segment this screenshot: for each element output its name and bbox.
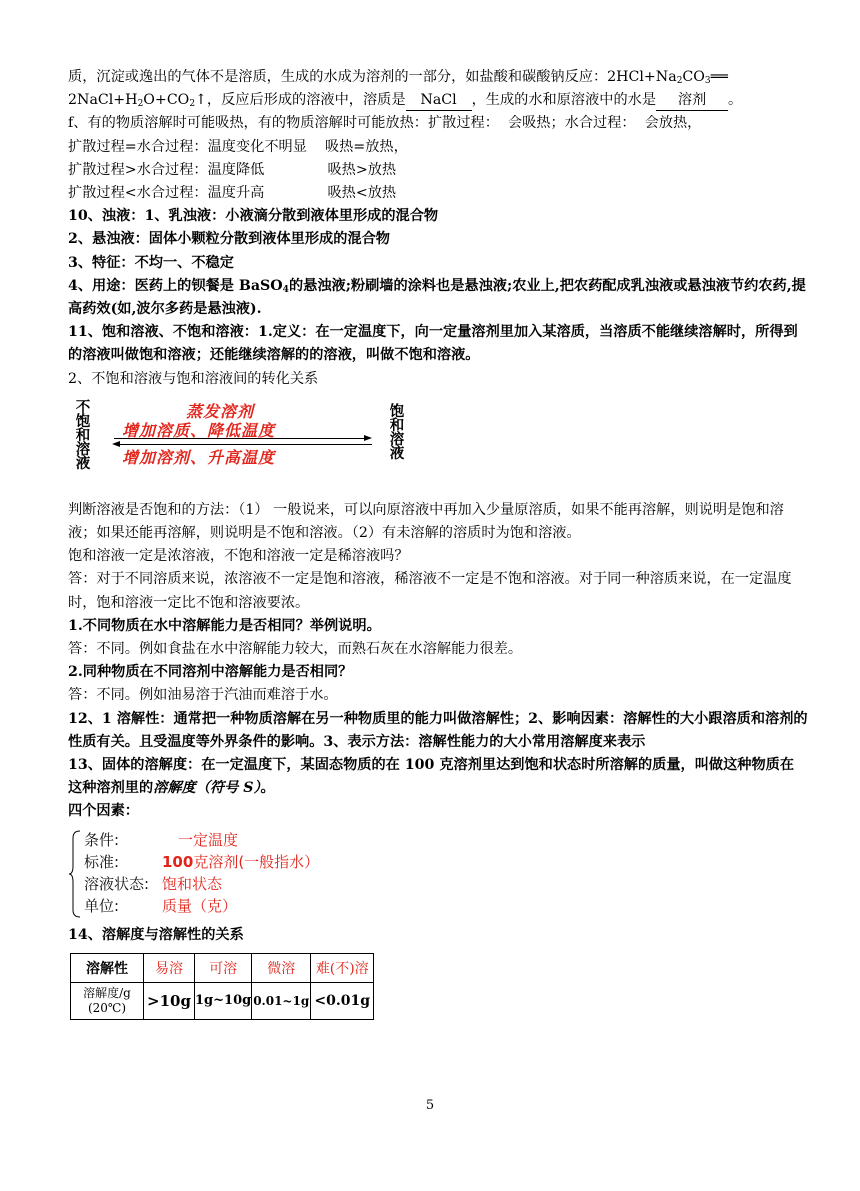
- factor-condition: 条件: 一定温度: [84, 830, 239, 849]
- header-soluble: 可溶: [195, 953, 252, 982]
- forward-arrow-line: [114, 438, 366, 439]
- section-10-item-3: 3、特征：不均一、不稳定: [68, 254, 234, 271]
- line-heat-equal: 扩散过程=水合过程：温度变化不明显 吸热=放热，: [68, 138, 408, 155]
- section-12: 12、1 溶解性：通常把一种物质溶解在另一种物质里的能力叫做溶解性；2、影响因素：溶解性的大小跟溶质和溶剂的性质有关。且受温度等外界条件的影响。3、表示方法：溶解性能力的大小常用溶解度来表示: [68, 710, 808, 750]
- line-solute-answer: $2NaCl+H_2O+CO_2↑$，反应后形成的溶液中，溶质是 NaCl ，生成的水和原溶液中的水是 溶剂 。: [68, 92, 743, 110]
- conversion-diagram: [68, 399, 808, 472]
- factors-brace-block: [68, 830, 808, 920]
- add-solvent-heat-text: 增加溶剂、升高温度: [122, 447, 276, 467]
- section-10-item-4: 4、用途：医药上的钡餐是 BaSO$_4$的悬浊液;粉刷墙的涂料也是悬浊液;农业上,把农药配成乳浊液或悬浊液节约农药,提高药效(如,波尔多药是悬浊液).: [68, 277, 806, 318]
- unsaturated-label: 不 饱 和 溶 液: [75, 399, 91, 472]
- forward-arrow-head-icon: [364, 435, 372, 441]
- section-11-item-2: 2、不饱和溶液与饱和溶液间的转化关系: [68, 370, 319, 387]
- line-chemical-reaction: 质，沉淀或逸出的气体不是溶质，生成的水成为溶剂的一部分，如盐酸和碳酸钠反应：$2HCl+Na_2CO_3══$: [68, 69, 728, 86]
- question-2: 2.同种物质在不同溶剂中溶解能力是否相同？: [68, 664, 353, 681]
- factor-state: 溶液状态: 饱和状态: [84, 874, 223, 893]
- add-solute-cool-text: 增加溶质、降低温度: [122, 420, 276, 440]
- header-insoluble: 难(不)溶: [311, 953, 374, 982]
- section-13: 13、固体的溶解度：在一定温度下，某固态物质的在 100 克溶剂里达到饱和状态时所溶解的质量，叫做这种物质在这种溶剂里的溶解度（符号 S）。: [68, 757, 795, 797]
- value-insoluble: <0.01g: [311, 982, 374, 1019]
- header-solubility: 溶解性: [71, 953, 144, 982]
- four-factors-label: 四个因素：: [68, 803, 139, 820]
- answer-2: 答：不同。例如油易溶于汽油而难溶于水。: [68, 687, 338, 704]
- table-value-row: [71, 982, 374, 1019]
- section-10-item-2: 2、悬浊液：固体小颗粒分散到液体里形成的混合物: [68, 231, 390, 248]
- value-soluble: 1g~10g: [195, 982, 252, 1019]
- table-header-row: [71, 953, 374, 982]
- section-10-heading: 10、浊液：1、乳浊液：小液滴分散到液体里形成的混合物: [68, 208, 439, 225]
- document-page: [68, 66, 808, 1020]
- judge-saturation-method: 判断溶液是否饱和的方法：（1） 一般说来，可以向原溶液中再加入少量原溶质，如果不能再溶解，则说明是饱和溶液；如果还能再溶解，则说明是不饱和溶液。（2）有未溶解的溶质时为饱和溶液。: [68, 501, 784, 542]
- factor-unit: 单位: 质量（克）: [84, 896, 238, 915]
- evaporate-solvent-text: 蒸发溶剂: [186, 401, 255, 421]
- value-very-soluble: >10g: [144, 982, 195, 1019]
- section-14: 14、溶解度与溶解性的关系: [68, 926, 244, 943]
- question-concentrated: 饱和溶液一定是浓溶液，不饱和溶液一定是稀溶液吗？: [68, 548, 409, 565]
- header-slightly-soluble: 微溶: [252, 953, 311, 982]
- solubility-table: [70, 953, 374, 1020]
- row-label: 溶解度/g (20℃): [71, 982, 144, 1019]
- answer-1: 答：不同。例如食盐在水中溶解能力较大，而熟石灰在水溶解能力很差。: [68, 641, 523, 658]
- line-heat-f: f、有的物质溶解时可能吸热，有的物质溶解时可能放热：扩散过程： 会吸热；水合过程： 会放热，: [68, 115, 702, 132]
- brace-icon: [68, 830, 82, 918]
- line-heat-greater: 扩散过程>水合过程：温度降低 吸热>放热: [68, 161, 397, 178]
- section-11-heading: 11、饱和溶液、不饱和溶液：1.定义：在一定温度下，向一定量溶剂里加入某溶质，当溶质不能继续溶解时，所得到的溶液叫做饱和溶液；还能继续溶解的的溶液，叫做不饱和溶液。: [68, 324, 798, 364]
- line-heat-less: 扩散过程<水合过程：温度升高 吸热<放热: [68, 185, 397, 202]
- factor-standard: 标准: 100克溶剂(一般指水）: [84, 852, 320, 871]
- blank-solvent: 溶剂: [656, 91, 728, 111]
- question-1: 1.不同物质在水中溶解能力是否相同？举例说明。: [68, 617, 381, 634]
- reverse-arrow-head-icon: [112, 441, 120, 447]
- value-slightly-soluble: 0.01~1g: [252, 982, 311, 1019]
- saturated-label: 饱 和 溶 液: [389, 403, 405, 462]
- page-number: 5: [425, 1098, 435, 1113]
- blank-solute: NaCl: [406, 91, 472, 111]
- header-very-soluble: 易溶: [144, 953, 195, 982]
- answer-concentrated: 答：对于不同溶质来说，浓溶液不一定是饱和溶液，稀溶液不一定是不饱和溶液。对于同一种溶质来说，在一定温度时，饱和溶液一定比不饱和溶液要浓。: [68, 571, 792, 611]
